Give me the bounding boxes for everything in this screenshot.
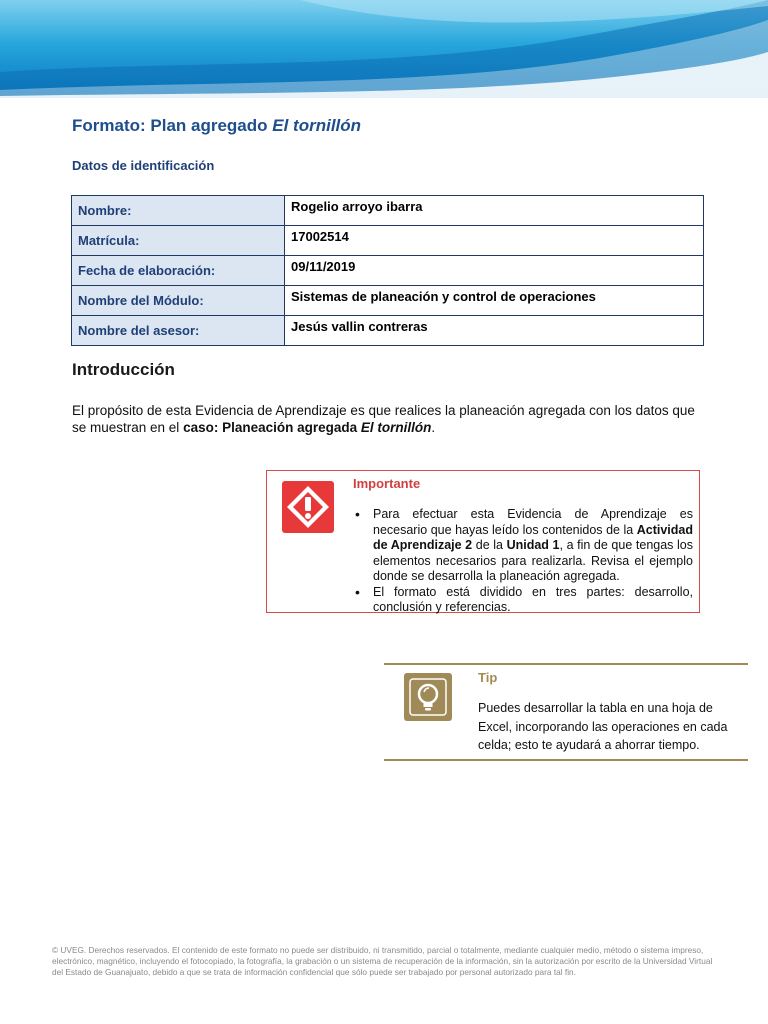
bullet-text: El formato está dividido en tres partes: desarrollo, conclusión y referencias. bbox=[373, 584, 693, 614]
important-box bbox=[266, 470, 700, 613]
table-row bbox=[72, 316, 704, 346]
row-label: Fecha de elaboración: bbox=[72, 256, 285, 286]
identification-heading: Datos de identificación bbox=[72, 158, 215, 173]
table-row bbox=[72, 256, 704, 286]
exclamation-icon bbox=[282, 481, 334, 533]
introduction-paragraph bbox=[72, 402, 704, 436]
tip-title: Tip bbox=[478, 670, 498, 685]
bullet-text: Para efectuar esta Evidencia de Aprendizaje es necesario que hayas leído los contenidos de la bbox=[373, 507, 693, 537]
row-value: 17002514 bbox=[285, 226, 704, 256]
row-value: 09/11/2019 bbox=[285, 256, 704, 286]
row-label: Nombre del Módulo: bbox=[72, 286, 285, 316]
bullet-bold: Actividad de Aprendizaje 2 bbox=[373, 522, 693, 552]
important-title: Importante bbox=[353, 476, 421, 491]
important-list bbox=[355, 507, 693, 616]
row-label: Matrícula: bbox=[72, 226, 285, 256]
bullet-text: de la bbox=[472, 538, 507, 552]
list-item bbox=[355, 507, 693, 585]
bullet-text: , a fin de que tengas los elementos necesarios para realizarla. Revisa el ejemplo donde se desarrolla la planeación agregada. bbox=[373, 538, 693, 583]
row-value: Jesús vallin contreras bbox=[285, 316, 704, 346]
identification-table bbox=[71, 195, 704, 346]
introduction-heading: Introducción bbox=[72, 360, 175, 379]
tip-box bbox=[384, 663, 748, 761]
intro-end: . bbox=[431, 420, 436, 435]
copyright-footer: © UVEG. Derechos reservados. El contenido de este formato no puede ser distribuido, ni transmitido, parcial o totalmente, mediante cualquier medio, método o sistema impreso, electrónico, magnético, incluyendo el fotocopiado, la fotografía, la grabación o un sistema de recuperación de la información, sin la autorización por escrito de la Universidad Virtual del Estado de Guanajuato, debido a que se trata de información confidencial que sólo puede ser trabajado por personal autorizado para tal fin. bbox=[52, 945, 713, 977]
table-row bbox=[72, 226, 704, 256]
row-value: Rogelio arroyo ibarra bbox=[285, 196, 704, 226]
title-prefix: Formato: Plan agregado bbox=[72, 116, 268, 135]
banner-waves bbox=[0, 0, 768, 98]
title-emphasis: El tornillón bbox=[272, 116, 362, 135]
lightbulb-icon bbox=[404, 673, 452, 721]
page-title bbox=[72, 116, 361, 136]
intro-text: El propósito de esta Evidencia de Aprendizaje es que realices la planeación agregada con los datos que se muestran en el bbox=[72, 403, 695, 435]
table-row bbox=[72, 286, 704, 316]
row-label: Nombre del asesor: bbox=[72, 316, 285, 346]
intro-bold: caso: Planeación agregada bbox=[183, 420, 361, 435]
row-value: Sistemas de planeación y control de operaciones bbox=[285, 286, 704, 316]
intro-bold-italic: El tornillón bbox=[360, 420, 432, 435]
bullet-bold: Unidad 1 bbox=[506, 538, 560, 552]
row-label: Nombre: bbox=[72, 196, 285, 226]
list-item bbox=[355, 585, 693, 616]
table-row bbox=[72, 196, 704, 226]
tip-text: Puedes desarrollar la tabla en una hoja de Excel, incorporando las operaciones en cada celda; esto te ayudará a ahorrar tiempo. bbox=[478, 701, 728, 752]
header-banner bbox=[0, 0, 768, 98]
